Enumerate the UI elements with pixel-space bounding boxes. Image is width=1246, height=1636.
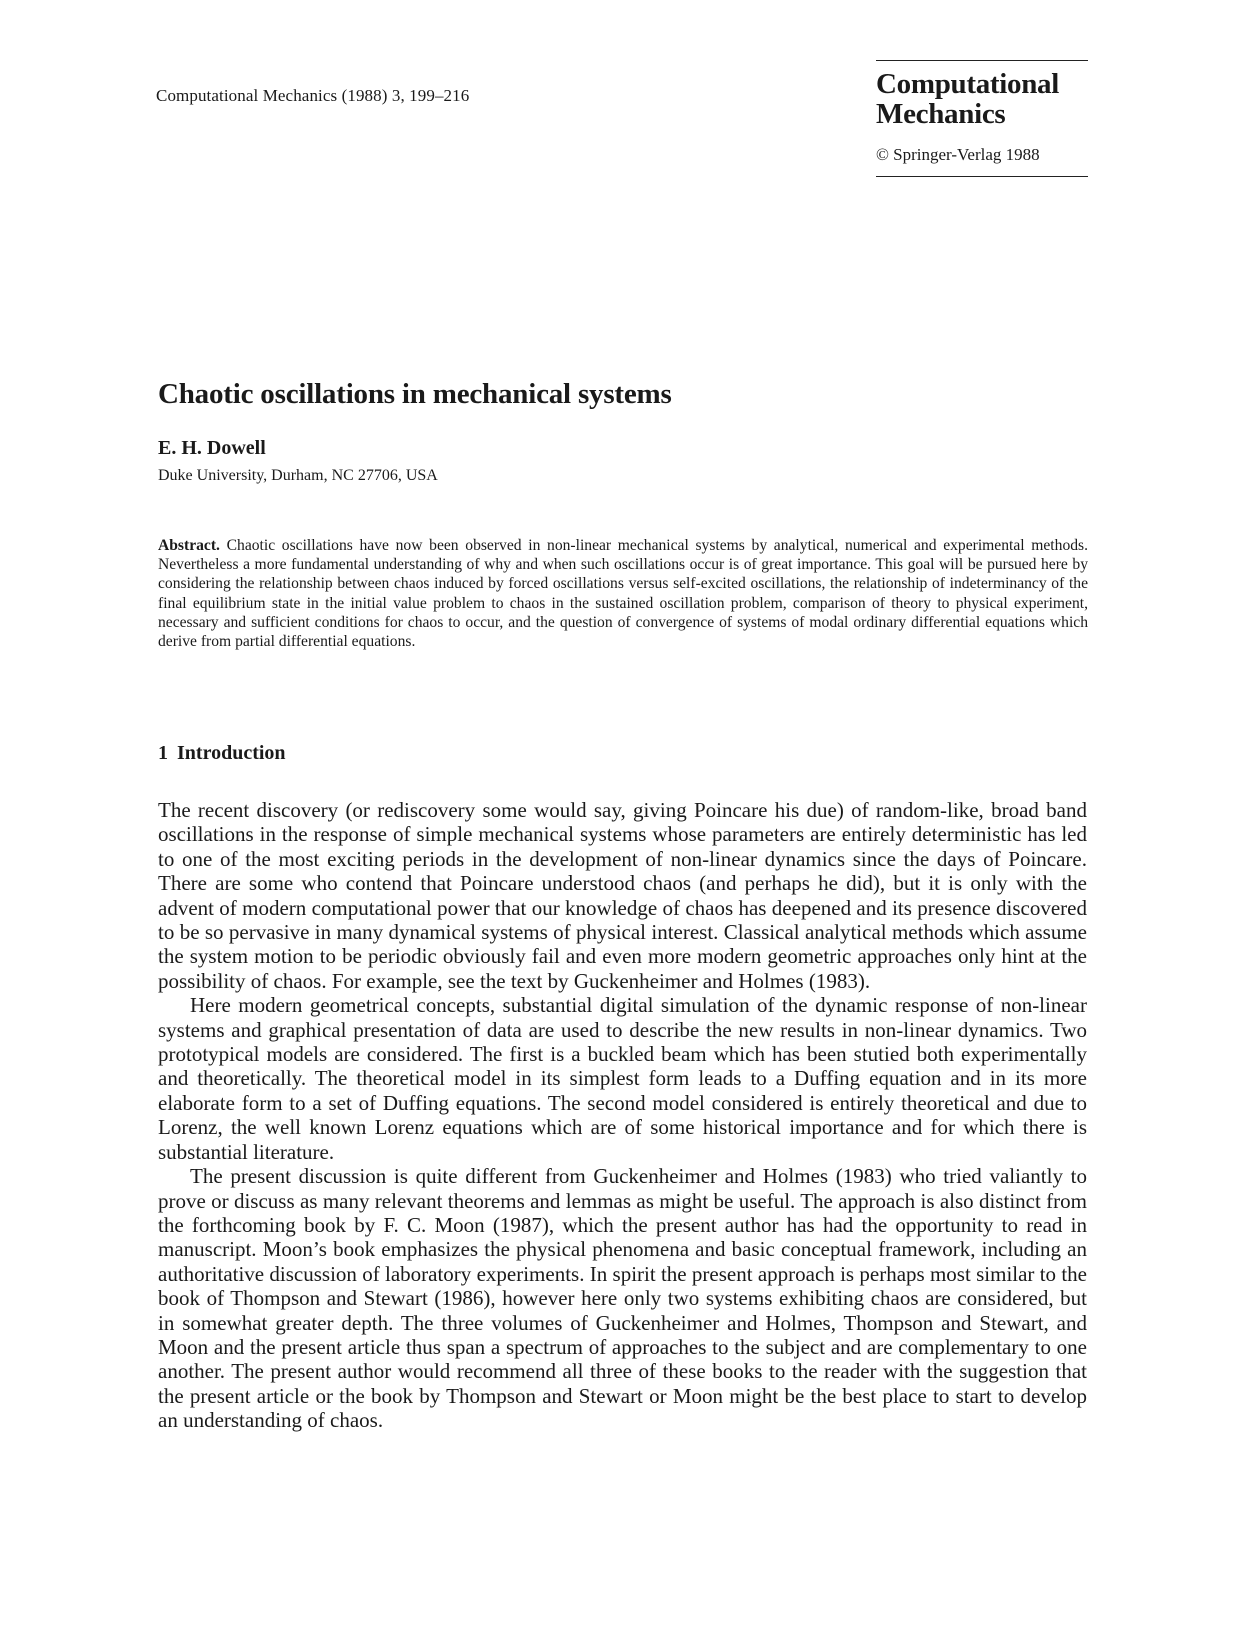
article-title: Chaotic oscillations in mechanical systems xyxy=(158,378,672,410)
section-title: Introduction xyxy=(177,742,286,764)
publisher-copyright: © Springer-Verlag 1988 xyxy=(876,145,1040,164)
journal-title xyxy=(876,69,1088,129)
section-body xyxy=(158,798,1087,1433)
section-number: 1 xyxy=(158,742,168,764)
abstract-text: Chaotic oscillations have now been observed in non-linear mechanical systems by analytical, numerical and experimental methods. Nevertheless a more fundamental understanding of why and when such oscillations occur is of great importance. This goal will be pursued here by considering the relationship between chaos induced by forced oscillations versus self-excited oscillations, the relationship of indeterminancy of the final equilibrium state in the initial value problem to chaos in the sustained oscillation problem, comparison of theory to physical experiment, necessary and sufficient conditions for chaos to occur, and the question of convergence of systems of modal ordinary differential equations which derive from partial differential equations. xyxy=(158,537,1089,651)
body-paragraph: The present discussion is quite different from Guckenheimer and Holmes (1983) who tried valiantly to prove or discuss as many relevant theorems and lemmas as might be useful. The approach is also distinct from the forthcoming book by F. C. Moon (1987), which the present author has had the opportunity to read in manuscript. Moon’s book emphasizes the physical phenomena and basic conceptual framework, including an authoritative discussion of laboratory experiments. In spirit the present approach is perhaps most similar to the book of Thompson and Stewart (1986), however here only two systems exhibiting chaos are considered, but in somewhat greater depth. The three volumes of Guckenheimer and Holmes, Thompson and Stewart, and Moon and the present article thus span a spectrum of approaches to the subject and are complementary to one another. The present author would recommend all three of these books to the reader with the suggestion that the present article or the book by Thompson and Stewart or Moon might be the best place to start to develop an understanding of chaos. xyxy=(158,1164,1087,1433)
journal-citation: Computational Mechanics (1988) 3, 199–216 xyxy=(156,86,470,105)
body-paragraph: The recent discovery (or rediscovery some would say, giving Poincare his due) of random-like, broad band oscillations in the response of simple mechanical systems whose parameters are entirely deterministic has led to one of the most exciting periods in the development of non-linear dynamics since the days of Poincare. There are some who contend that Poincare understood chaos (and perhaps he did), but it is only with the advent of modern computational power that our knowledge of chaos has deepened and its presence discovered to be so pervasive in many dynamical systems of physical interest. Classical analytical methods which assume the system motion to be periodic obviously fail and even more modern geometric approaches only hint at the possibility of chaos. For example, see the text by Guckenheimer and Holmes (1983). xyxy=(158,798,1087,993)
author-affiliation: Duke University, Durham, NC 27706, USA xyxy=(158,467,438,484)
masthead-bottom-rule xyxy=(876,176,1088,177)
section-heading xyxy=(158,742,286,765)
abstract xyxy=(158,536,1088,651)
author-name: E. H. Dowell xyxy=(158,437,266,459)
journal-title-line2: Mechanics xyxy=(876,98,1006,130)
masthead-top-rule xyxy=(876,60,1088,61)
abstract-label: Abstract. xyxy=(158,537,220,554)
journal-masthead xyxy=(876,60,1088,177)
journal-title-line1: Computational xyxy=(876,68,1060,100)
body-paragraph: Here modern geometrical concepts, substantial digital simulation of the dynamic response of non-linear systems and graphical presentation of data are used to describe the new results in non-linear dynamics. Two prototypical models are considered. The first is a buckled beam which has been stutied both experimentally and theoretically. The theoretical model in its simplest form leads to a Duffing equation and in its more elaborate form to a set of Duffing equations. The second model considered is entirely theoretical and due to Lorenz, the well known Lorenz equations which are of some historical importance and for which there is substantial literature. xyxy=(158,993,1087,1164)
